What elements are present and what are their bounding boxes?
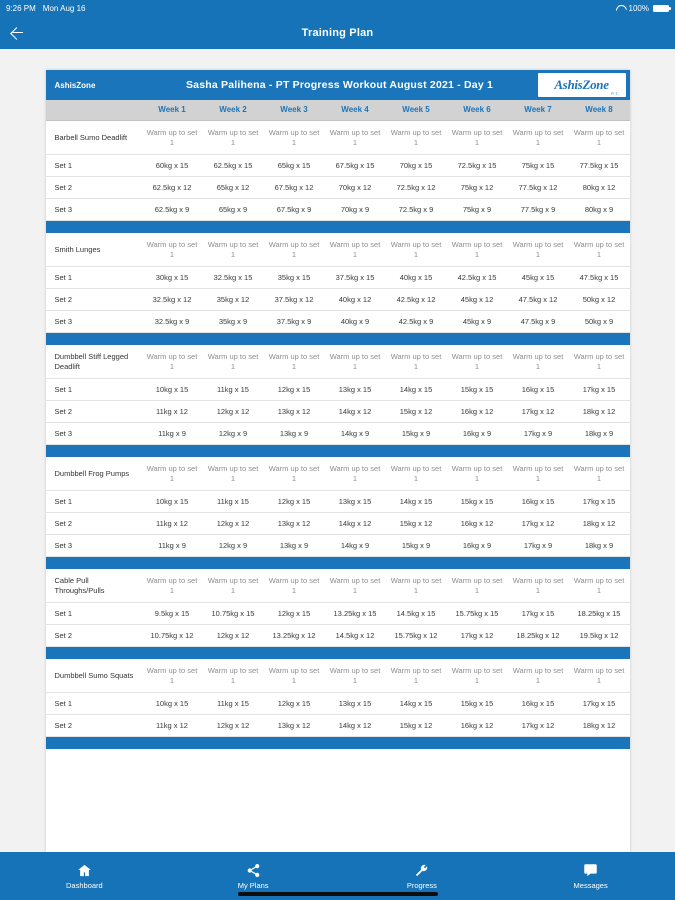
exercise-name: Barbell Sumo Deadlift [54, 132, 128, 142]
set-value-w7: 17kg x 15 [521, 608, 555, 618]
exercise-row [46, 457, 630, 491]
set-value-w2: 12kg x 12 [216, 630, 250, 640]
set-value-w5: 14kg x 15 [399, 496, 433, 506]
set-value-w3: 67.5kg x 9 [276, 204, 312, 214]
set-value-w6: 16kg x 12 [460, 406, 494, 416]
home-icon [76, 863, 93, 878]
week-header-2: Week 2 [219, 105, 247, 114]
table-row [46, 199, 630, 221]
set-value-w2: 12kg x 12 [216, 518, 250, 528]
set-value-w7: 16kg x 15 [521, 698, 555, 708]
page-title: Training Plan [301, 26, 374, 39]
set-value-w6: 16kg x 9 [462, 428, 492, 438]
week-header-7: Week 7 [524, 105, 552, 114]
set-value-w1: 30kg x 15 [155, 272, 189, 282]
tab-messages[interactable] [506, 852, 675, 900]
set-value-w2: 12kg x 9 [218, 428, 248, 438]
week-header-1: Week 1 [158, 105, 186, 114]
set-value-w7: 17kg x 9 [523, 428, 553, 438]
warmup-cell-w7: Warm up to set 1 [512, 240, 564, 259]
warmup-cell-w2: Warm up to set 1 [207, 576, 259, 595]
set-value-w2: 12kg x 12 [216, 720, 250, 730]
set-value-w3: 12kg x 15 [277, 608, 311, 618]
warmup-cell-w6: Warm up to set 1 [451, 666, 503, 685]
table-row [46, 155, 630, 177]
set-label: Set 3 [54, 428, 73, 438]
set-value-w6: 15kg x 15 [460, 496, 494, 506]
set-value-w8: 80kg x 9 [584, 204, 614, 214]
set-value-w3: 13kg x 9 [279, 540, 309, 550]
set-value-w5: 40kg x 15 [399, 272, 433, 282]
warmup-cell-w8: Warm up to set 1 [573, 666, 625, 685]
set-value-w4: 70kg x 12 [338, 182, 372, 192]
workout-table-body [46, 100, 630, 749]
set-label: Set 3 [54, 540, 73, 550]
set-value-w6: 75kg x 9 [462, 204, 492, 214]
set-label: Set 1 [54, 160, 73, 170]
table-row [46, 491, 630, 513]
set-value-w2: 35kg x 12 [216, 294, 250, 304]
warmup-cell-w5: Warm up to set 1 [390, 128, 442, 147]
set-value-w2: 12kg x 12 [216, 406, 250, 416]
warmup-cell-w2: Warm up to set 1 [207, 128, 259, 147]
tab-label: Messages [573, 880, 608, 890]
set-value-w4: 13.25kg x 15 [333, 608, 377, 618]
battery-percent: 100% [628, 3, 649, 13]
set-label: Set 1 [54, 496, 73, 506]
set-value-w2: 10.75kg x 15 [211, 608, 255, 618]
set-value-w5: 15kg x 12 [399, 406, 433, 416]
set-value-w6: 75kg x 12 [460, 182, 494, 192]
back-arrow-icon [10, 26, 24, 40]
warmup-cell-w2: Warm up to set 1 [207, 352, 259, 371]
set-label: Set 3 [54, 316, 73, 326]
warmup-cell-w3: Warm up to set 1 [268, 128, 320, 147]
warmup-cell-w7: Warm up to set 1 [512, 666, 564, 685]
set-value-w5: 70kg x 15 [399, 160, 433, 170]
warmup-cell-w8: Warm up to set 1 [573, 576, 625, 595]
set-value-w3: 13kg x 12 [277, 518, 311, 528]
set-label: Set 1 [54, 384, 73, 394]
section-divider [46, 647, 630, 659]
set-value-w1: 11kg x 9 [158, 428, 186, 438]
set-value-w8: 18kg x 9 [584, 540, 614, 550]
set-value-w5: 72.5kg x 12 [396, 182, 436, 192]
table-row [46, 715, 630, 737]
set-value-w7: 17kg x 12 [521, 518, 555, 528]
set-value-w4: 40kg x 9 [340, 316, 370, 326]
warmup-cell-w4: Warm up to set 1 [329, 352, 381, 371]
table-row [46, 603, 630, 625]
tab-label: Progress [406, 880, 437, 890]
table-row [46, 513, 630, 535]
brand-logo [538, 73, 626, 97]
set-value-w8: 47.5kg x 15 [579, 272, 619, 282]
wifi-icon [616, 4, 625, 12]
set-value-w8: 18kg x 12 [582, 518, 616, 528]
table-brand: AshisZone [54, 80, 96, 90]
set-value-w6: 16kg x 9 [462, 540, 492, 550]
set-value-w4: 13kg x 15 [338, 698, 372, 708]
section-divider [46, 737, 630, 749]
warmup-cell-w6: Warm up to set 1 [451, 464, 503, 483]
table-row [46, 625, 630, 647]
set-value-w3: 37.5kg x 12 [274, 294, 314, 304]
warmup-cell-w7: Warm up to set 1 [512, 464, 564, 483]
set-value-w2: 32.5kg x 15 [213, 272, 253, 282]
set-value-w8: 18kg x 9 [584, 428, 614, 438]
page-scrollbar[interactable] [669, 49, 672, 852]
warmup-cell-w4: Warm up to set 1 [329, 128, 381, 147]
set-value-w8: 19.5kg x 12 [579, 630, 619, 640]
set-value-w1: 11kg x 12 [156, 406, 188, 416]
warmup-cell-w4: Warm up to set 1 [329, 240, 381, 259]
set-value-w8: 17kg x 15 [582, 496, 616, 506]
warmup-cell-w1: Warm up to set 1 [146, 128, 198, 147]
set-label: Set 1 [54, 698, 73, 708]
set-value-w6: 15kg x 15 [460, 384, 494, 394]
exercise-name: Dumbbell Frog Pumps [54, 468, 130, 478]
set-value-w6: 17kg x 12 [460, 630, 494, 640]
set-value-w6: 45kg x 9 [462, 316, 492, 326]
set-value-w7: 47.5kg x 9 [520, 316, 556, 326]
warmup-cell-w8: Warm up to set 1 [573, 352, 625, 371]
set-value-w4: 14kg x 12 [338, 406, 372, 416]
set-value-w7: 16kg x 15 [521, 384, 555, 394]
set-value-w6: 15.75kg x 15 [455, 608, 499, 618]
warmup-cell-w4: Warm up to set 1 [329, 666, 381, 685]
table-row [46, 177, 630, 199]
set-value-w1: 10kg x 15 [155, 496, 189, 506]
set-value-w3: 12kg x 15 [277, 496, 311, 506]
set-value-w2: 35kg x 9 [218, 316, 248, 326]
tab-bar-wrapper [0, 852, 675, 900]
set-value-w8: 18.25kg x 15 [577, 608, 621, 618]
set-value-w4: 37.5kg x 15 [335, 272, 375, 282]
warmup-cell-w2: Warm up to set 1 [207, 666, 259, 685]
set-value-w4: 14kg x 9 [340, 428, 370, 438]
warmup-cell-w8: Warm up to set 1 [573, 128, 625, 147]
set-label: Set 2 [54, 518, 73, 528]
back-button[interactable] [0, 16, 34, 49]
set-value-w3: 13kg x 9 [279, 428, 309, 438]
warmup-cell-w8: Warm up to set 1 [573, 464, 625, 483]
week-header-5: Week 5 [402, 105, 430, 114]
week-header-3: Week 3 [280, 105, 308, 114]
set-value-w2: 12kg x 9 [218, 540, 248, 550]
exercise-row [46, 121, 630, 155]
table-header [46, 70, 630, 100]
table-row [46, 289, 630, 311]
set-value-w2: 62.5kg x 15 [213, 160, 253, 170]
warmup-cell-w6: Warm up to set 1 [451, 576, 503, 595]
set-label: Set 1 [54, 272, 73, 282]
section-divider [46, 221, 630, 233]
set-value-w2: 65kg x 12 [216, 182, 250, 192]
status-bar-left [6, 4, 86, 13]
set-value-w1: 10kg x 15 [155, 698, 189, 708]
set-value-w5: 14kg x 15 [399, 384, 433, 394]
status-bar-right [616, 4, 669, 13]
set-value-w8: 18kg x 12 [582, 720, 616, 730]
warmup-cell-w1: Warm up to set 1 [146, 666, 198, 685]
warmup-cell-w3: Warm up to set 1 [268, 576, 320, 595]
set-value-w4: 13kg x 15 [338, 496, 372, 506]
warmup-cell-w1: Warm up to set 1 [146, 352, 198, 371]
warmup-cell-w3: Warm up to set 1 [268, 666, 320, 685]
exercise-name: Dumbbell Stiff Legged Deadlift [54, 352, 129, 371]
set-value-w7: 17kg x 12 [521, 720, 555, 730]
warmup-cell-w3: Warm up to set 1 [268, 352, 320, 371]
workout-table-card [46, 70, 630, 852]
warmup-cell-w7: Warm up to set 1 [512, 352, 564, 371]
set-value-w1: 11kg x 12 [156, 518, 188, 528]
warmup-cell-w4: Warm up to set 1 [329, 464, 381, 483]
set-value-w3: 35kg x 15 [277, 272, 311, 282]
set-value-w5: 14kg x 15 [399, 698, 433, 708]
set-value-w8: 50kg x 9 [584, 316, 614, 326]
set-value-w3: 13kg x 12 [277, 406, 311, 416]
warmup-cell-w5: Warm up to set 1 [390, 240, 442, 259]
brand-logo-sub: P.T. [611, 91, 620, 96]
set-value-w6: 16kg x 12 [460, 518, 494, 528]
set-value-w4: 14kg x 12 [338, 518, 372, 528]
tab-dashboard[interactable] [0, 852, 169, 900]
set-value-w1: 32.5kg x 9 [154, 316, 190, 326]
set-value-w8: 18kg x 12 [582, 406, 616, 416]
warmup-cell-w1: Warm up to set 1 [146, 576, 198, 595]
content-area[interactable] [0, 49, 675, 852]
tab-label: Dashboard [66, 880, 103, 890]
set-value-w6: 45kg x 12 [460, 294, 494, 304]
warmup-cell-w7: Warm up to set 1 [512, 576, 564, 595]
exercise-row [46, 233, 630, 267]
week-header-spacer [46, 100, 142, 120]
warmup-cell-w5: Warm up to set 1 [390, 666, 442, 685]
set-label: Set 2 [54, 406, 73, 416]
table-row [46, 401, 630, 423]
status-bar [0, 0, 675, 16]
set-value-w2: 11kg x 15 [217, 496, 249, 506]
set-value-w1: 10.75kg x 12 [150, 630, 194, 640]
set-value-w7: 47.5kg x 12 [518, 294, 558, 304]
warmup-cell-w8: Warm up to set 1 [573, 240, 625, 259]
week-header-8: Week 8 [585, 105, 613, 114]
set-value-w7: 75kg x 15 [521, 160, 555, 170]
warmup-cell-w4: Warm up to set 1 [329, 576, 381, 595]
table-row [46, 267, 630, 289]
week-header-6: Week 6 [463, 105, 491, 114]
nav-bar [0, 16, 675, 49]
set-value-w5: 15kg x 12 [399, 720, 433, 730]
warmup-cell-w6: Warm up to set 1 [451, 352, 503, 371]
wrench-icon [413, 863, 430, 878]
set-value-w2: 11kg x 15 [217, 698, 249, 708]
set-value-w8: 17kg x 15 [582, 384, 616, 394]
set-value-w3: 67.5kg x 12 [274, 182, 314, 192]
warmup-cell-w5: Warm up to set 1 [390, 576, 442, 595]
brand-logo-text: AshisZone [554, 77, 609, 92]
set-value-w6: 72.5kg x 15 [457, 160, 497, 170]
warmup-cell-w6: Warm up to set 1 [451, 128, 503, 147]
set-value-w4: 14.5kg x 12 [335, 630, 375, 640]
set-value-w5: 72.5kg x 9 [398, 204, 434, 214]
set-value-w5: 42.5kg x 9 [398, 316, 434, 326]
battery-icon [653, 5, 669, 12]
share-icon [245, 863, 262, 878]
set-value-w4: 40kg x 12 [338, 294, 372, 304]
set-value-w5: 15.75kg x 12 [394, 630, 438, 640]
set-value-w3: 13.25kg x 12 [272, 630, 316, 640]
set-value-w7: 45kg x 15 [521, 272, 555, 282]
exercise-name: Dumbbell Sumo Squats [54, 670, 134, 680]
set-value-w7: 17kg x 12 [521, 406, 555, 416]
exercise-row [46, 569, 630, 603]
set-value-w5: 14.5kg x 15 [396, 608, 436, 618]
tab-label: My Plans [237, 880, 269, 890]
set-value-w7: 77.5kg x 12 [518, 182, 558, 192]
warmup-cell-w1: Warm up to set 1 [146, 464, 198, 483]
section-divider [46, 445, 630, 457]
warmup-cell-w3: Warm up to set 1 [268, 464, 320, 483]
set-value-w1: 9.5kg x 15 [154, 608, 190, 618]
warmup-cell-w2: Warm up to set 1 [207, 464, 259, 483]
set-value-w2: 11kg x 15 [217, 384, 249, 394]
set-value-w4: 70kg x 9 [340, 204, 370, 214]
set-label: Set 3 [54, 204, 73, 214]
table-row [46, 311, 630, 333]
set-value-w6: 42.5kg x 15 [457, 272, 497, 282]
set-value-w1: 11kg x 9 [158, 540, 186, 550]
set-label: Set 2 [54, 294, 73, 304]
exercise-row [46, 659, 630, 693]
set-label: Set 1 [54, 608, 73, 618]
set-value-w7: 17kg x 9 [523, 540, 553, 550]
set-value-w1: 11kg x 12 [156, 720, 188, 730]
set-value-w1: 32.5kg x 12 [152, 294, 192, 304]
set-value-w5: 15kg x 9 [401, 540, 431, 550]
set-value-w3: 12kg x 15 [277, 698, 311, 708]
week-header-row [46, 100, 630, 121]
set-value-w7: 77.5kg x 9 [520, 204, 556, 214]
set-value-w6: 15kg x 15 [460, 698, 494, 708]
warmup-cell-w5: Warm up to set 1 [390, 464, 442, 483]
table-title: Sasha Palihena - PT Progress Workout August 2021 - Day 1 [185, 79, 494, 91]
set-label: Set 2 [54, 182, 73, 192]
table-row [46, 693, 630, 715]
section-divider [46, 557, 630, 569]
warmup-cell-w3: Warm up to set 1 [268, 240, 320, 259]
card-bottom-spacer [46, 749, 630, 759]
set-value-w3: 37.5kg x 9 [276, 316, 312, 326]
set-value-w1: 60kg x 15 [155, 160, 189, 170]
set-value-w3: 13kg x 12 [277, 720, 311, 730]
set-label: Set 2 [54, 630, 73, 640]
set-value-w7: 16kg x 15 [521, 496, 555, 506]
set-value-w7: 18.25kg x 12 [516, 630, 560, 640]
set-value-w8: 50kg x 12 [582, 294, 616, 304]
chat-icon [582, 863, 599, 878]
exercise-name: Cable Pull Throughs/Pulls [54, 576, 105, 595]
set-value-w2: 65kg x 9 [218, 204, 248, 214]
table-row [46, 535, 630, 557]
set-value-w8: 17kg x 15 [582, 698, 616, 708]
warmup-cell-w1: Warm up to set 1 [146, 240, 198, 259]
set-value-w1: 62.5kg x 9 [154, 204, 190, 214]
set-value-w6: 16kg x 12 [460, 720, 494, 730]
status-time: 9:26 PM [6, 3, 36, 13]
set-value-w1: 62.5kg x 12 [152, 182, 192, 192]
set-value-w3: 12kg x 15 [277, 384, 311, 394]
set-value-w8: 77.5kg x 15 [579, 160, 619, 170]
set-value-w5: 15kg x 12 [399, 518, 433, 528]
warmup-cell-w6: Warm up to set 1 [451, 240, 503, 259]
set-value-w1: 10kg x 15 [155, 384, 189, 394]
week-header-4: Week 4 [341, 105, 369, 114]
warmup-cell-w5: Warm up to set 1 [390, 352, 442, 371]
set-value-w4: 67.5kg x 15 [335, 160, 375, 170]
set-value-w3: 65kg x 15 [277, 160, 311, 170]
warmup-cell-w2: Warm up to set 1 [207, 240, 259, 259]
set-value-w4: 13kg x 15 [338, 384, 372, 394]
exercise-row [46, 345, 630, 379]
set-value-w4: 14kg x 9 [340, 540, 370, 550]
table-row [46, 423, 630, 445]
table-row [46, 379, 630, 401]
section-divider [46, 333, 630, 345]
set-value-w4: 14kg x 12 [338, 720, 372, 730]
status-date: Mon Aug 16 [42, 3, 86, 13]
warmup-cell-w7: Warm up to set 1 [512, 128, 564, 147]
set-value-w8: 80kg x 12 [582, 182, 616, 192]
set-value-w5: 42.5kg x 12 [396, 294, 436, 304]
set-value-w5: 15kg x 9 [401, 428, 431, 438]
exercise-name: Smith Lunges [54, 244, 101, 254]
set-label: Set 2 [54, 720, 73, 730]
home-indicator [238, 892, 438, 896]
